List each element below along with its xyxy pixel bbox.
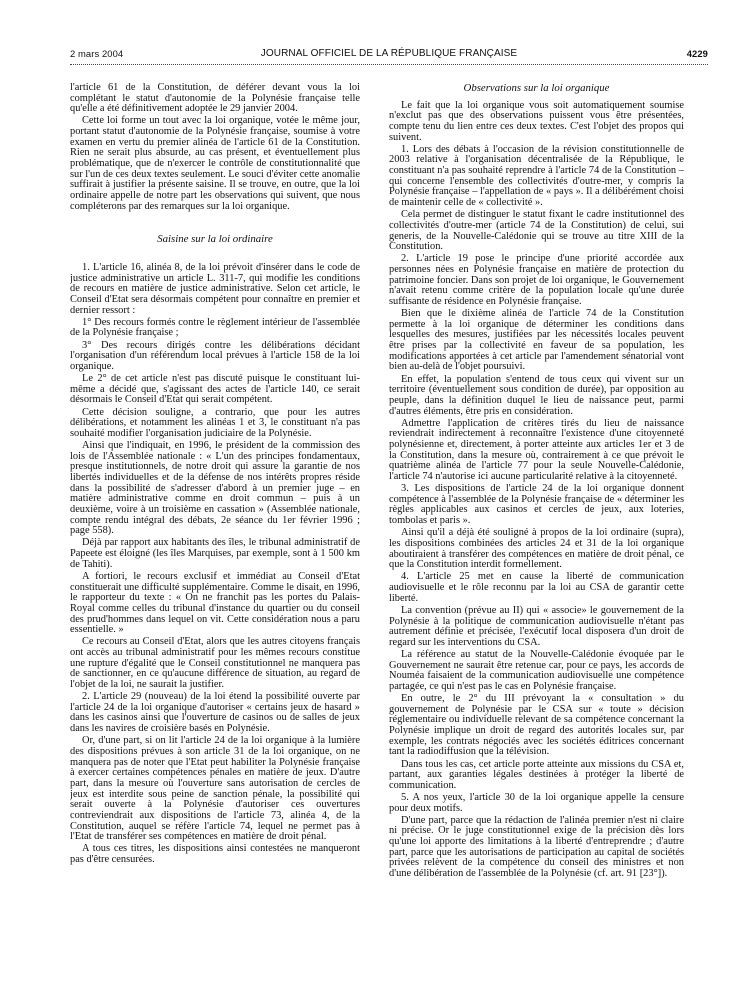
body-paragraph: 4. L'article 25 met en cause la liberté de communication audiovisuelle et le rôle reconnu par la loi au CSA de garantir cette liberté. — [389, 571, 684, 604]
intro-paragraph: Cette loi forme un tout avec la loi organique, votée le même jour, portant statut d'autonomie de la Polynésie française, soumise à votre examen en vertu du premier alinéa de l'article 61 de la Constitution. Rien ne serait plus absurde, au cas présent, et éventuellement plus problématique, que de n'exercer le contrôle de constitutionnalité que sur l'un de ces deux textes seulement. Le souci d'éviter cette anomalie suffirait à justifier la présente saisine. Il se trouve, en outre, que la loi ordinaire appelle de notre part les observations qui suivent, que nous compléterons par des remarques sur la loi organique. — [70, 115, 360, 212]
body-paragraph: 2. L'article 29 (nouveau) de la loi étend la possibilité ouverte par l'article 24 de la loi organique d'autoriser « certains jeux de hasard » dans les casinos ainsi que l'ouverture de casinos ou de salles de jeux dans les navires de croisière basés en Polynésie. — [70, 691, 360, 735]
body-paragraph: Déjà par rapport aux habitants des îles, le tribunal administratif de Papeete est éloigné (les îles Marquises, par exemple, sont à 1 500 km de Tahiti). — [70, 537, 360, 570]
page-number: 4229 — [686, 48, 708, 59]
header-date: 2 mars 2004 — [70, 48, 124, 59]
body-paragraph: A fortiori, le recours exclusif et immédiat au Conseil d'Etat constituerait une difficulté supplémentaire. Comme le disait, en 1996, le rapporteur du texte : « On ne franchit pas les portes du Palais-Royal comme celles du tribunal d'instance du quartier ou du conseil des prud'hommes dans lequel on vit. Cette considération nous a paru essentielle. » — [70, 570, 360, 636]
body-paragraph: 1. L'article 16, alinéa 8, de la loi prévoit d'insérer dans le code de justice administrative un article L. 311-7, qui modifie les conditions de recours en matière de justice administrative. Selon cet article, le Conseil d'Etat sera désormais compétent pour connaître en premier et dernier ressort : — [70, 262, 360, 316]
body-paragraph: 5. A nos yeux, l'article 30 de la loi organique appelle la censure pour deux motifs. — [389, 792, 684, 814]
section-title-loi-organique: Observations sur la loi organique — [463, 83, 610, 94]
body-paragraph: La référence au statut de la Nouvelle-Calédonie évoquée par le Gouvernement ne saurait être retenue car, pour ce pays, les accords de Nouméa faisaient de la communication audiovisuelle une compétence partagée, ce qui n'est pas le cas en Polynésie française. — [389, 648, 684, 692]
section-title-loi-ordinaire: Saisine sur la loi ordinaire — [157, 233, 273, 246]
body-paragraph: Ainsi qu'il a déjà été souligné à propos de la loi ordinaire (supra), les dispositions combinées des articles 24 et 31 de la loi organique aboutiraient à transférer des compétences en matière de droit pénal, ce que la Constitution interdit formellement. — [389, 527, 684, 571]
body-paragraph: 3° Des recours dirigés contre les délibérations décidant l'organisation d'un référendum local prévues à l'article 158 de la loi organique. — [70, 339, 360, 372]
body-paragraph: D'une part, parce que la rédaction de l'alinéa premier n'est ni claire ni précise. Or le juge constitutionnel exige de la précision dès lors qu'une loi apporte des limitations à la liberté d'entreprendre ; d'autre part, parce que les autorisations de participation au capital de sociétés privées relèvent de la compétence du conseil des ministres et non d'une délibération de l'assemblée de la Polynésie (cf. art. 91 [23°]). — [389, 814, 684, 880]
body-paragraph: En outre, le 2° du III prévoyant la « consultation » du gouvernement de Polynésie par le CSA sur « toute » décision réglementaire ou individuelle relevant de sa compétence concernant la Polynésie implique un droit de regard des autorités locales sur, par exemple, les contrats négociés avec les sociétés éditrices concernant tant la radiodiffusion que la télévision. — [389, 693, 684, 758]
body-paragraph: 1. Lors des débats à l'occasion de la révision constitutionnelle de 2003 relative à l'organisation décentralisée de la République, le constituant n'a pas souhaité reprendre à l'article 74 de la Constitution – qui concerne l'ensemble des collectivités d'outre-mer, y compris la Polynésie française – l'appellation de « pays ». Il a délibérément choisi de maintenir celle de « collectivité ». — [389, 143, 684, 209]
body-paragraph: Le fait que la loi organique vous soit automatiquement soumise n'exclut pas que des observations puissent vous être présentées, compte tenu du lien entre ces deux textes. C'est l'objet des propos qui suivent. — [389, 99, 684, 143]
right-column — [389, 83, 684, 973]
body-paragraph: Cette décision souligne, a contrario, que pour les autres délibérations, et notamment les alinéas 1 et 3, le constituant n'a pas souhaité modifier l'organisation judiciaire de la Polynésie. — [70, 406, 360, 439]
header-divider — [70, 64, 708, 65]
body-paragraph: Ce recours au Conseil d'Etat, alors que les autres citoyens français ont accès au tribunal administratif pour les mêmes recours constitue une rupture d'égalité que le Conseil constitutionnel ne manquera pas de sanctionner, en ce qu'aucune différence de situation, au regard de l'objet de la loi, ne saurait la justifier. — [70, 636, 360, 690]
body-paragraph: Le 2° de cet article n'est pas discuté puisque le constituant lui-même a décidé que, s'agissant des actes de l'article 140, ce serait désormais le Conseil d'Etat qui serait compétent. — [70, 373, 360, 406]
body-paragraph: Bien que le dixième alinéa de l'article 74 de la Constitution permette à la loi organique de déterminer les conditions dans lesquelles des mesures, justifiées par les nécessités locales peuvent être prises par la collectivité en faveur de sa population, les modifications apportées à cet article par l'amendement sénatorial vont bien au-delà de l'objet poursuivi. — [389, 308, 684, 373]
body-paragraph: Cela permet de distinguer le statut fixant le cadre institutionnel des collectivités d'outre-mer (article 74 de la Constitution) de celui, sui generis, de la Nouvelle-Calédonie qui se trouve au titre XIII de la Constitution. — [389, 209, 684, 253]
body-paragraph: La convention (prévue au II) qui « associe» le gouvernement de la Polynésie à la politique de communication audiovisuelle n'étant pas autrement définie et précisée, l'exécutif local disposera d'un droit de regard sur les interventions du CSA. — [389, 604, 684, 648]
journal-title: JOURNAL OFFICIEL DE LA RÉPUBLIQUE FRANÇAISE — [260, 48, 518, 59]
page-header — [70, 48, 708, 62]
body-paragraph: Ainsi que l'indiquait, en 1996, le président de la commission des lois de l'Assemblée nationale : « L'un des principes fondamentaux, presque institutionnels, de notre droit qui assure la garantie de nos libertés individuelles et de la défense de nos intérêts propres réside dans la possibilité de s'adresser d'abord à un premier juge – en matière administrative comme en droit commun – puis à un deuxième, voire à un troisième en cassation » (Assemblée nationale, compte rendu intégral des débats, 2e séance du 1er février 1996 ; page 558). — [70, 440, 360, 537]
body-paragraph: 2. L'article 19 pose le principe d'une priorité accordée aux personnes nées en Polynésie française en matière de protection du patrimoine foncier. Dans son projet de loi organique, le Gouvernement n'avait retenu comme critère de la population locale qu'une durée suffisante de résidence en Polynésie française. — [389, 253, 684, 307]
body-paragraph: Admettre l'application de critères tirés du lieu de naissance reviendrait indirectement à reconnaître l'existence d'une citoyenneté polynésienne et, directement, à porter atteinte aux articles 1er et 3 de la Constitution, dans la mesure où, contrairement à ce que prévoit le quatrième alinéa de l'article 77 pour la seule Nouvelle-Calédonie, l'article 74 n'autorise ici aucune particularité relative à la citoyenneté. — [389, 417, 684, 482]
intro-paragraph: l'article 61 de la Constitution, de déférer devant vous la loi complétant le statut d'autonomie de la Polynésie française telle qu'elle a été définitivement adoptée le 29 janvier 2004. — [70, 83, 360, 115]
body-paragraph: 1° Des recours formés contre le règlement intérieur de l'assemblée de la Polynésie française ; — [70, 316, 360, 339]
body-paragraph: A tous ces titres, les dispositions ainsi contestées ne manqueront pas d'être censurées. — [70, 843, 360, 865]
body-paragraph: Dans tous les cas, cet article porte atteinte aux missions du CSA et, partant, aux garanties légales destinées à protéger la liberté de communication. — [389, 758, 684, 791]
body-paragraph: En effet, la population s'entend de tous ceux qui vivent sur un territoire (éventuellement sous condition de durée), par opposition au peuple, dans la définition duquel le lieu de naissance peut, parmi d'autres éléments, être pris en considération. — [389, 373, 684, 417]
body-paragraph: Or, d'une part, si on lit l'article 24 de la loi organique à la lumière des dispositions prévues à son article 31 de la loi organique, on ne manquera pas de noter que l'Etat peut habiliter la Polynésie française à exercer certaines compétences pénales en matière de jeux. D'autre part, dans la mesure où l'ouverture sans autorisation de cercles de jeux est interdite sous peine de sanction pénale, la possibilité qui serait ouverte à la Polynésie d'autoriser ces ouvertures contreviendrait aux dispositions de l'article 73, alinéa 4, de la Constitution, auquel se réfère l'article 74, lequel ne permet pas à l'Etat de transférer ses compétences en matière de droit pénal. — [70, 735, 360, 843]
left-column — [70, 83, 360, 973]
body-paragraph: 3. Les dispositions de l'article 24 de la loi organique donnent compétence à l'assemblée de la Polynésie française de « déterminer les règles applicables aux casinos et cercles de jeux, aux loteries, tombolas et paris ». — [389, 483, 684, 527]
